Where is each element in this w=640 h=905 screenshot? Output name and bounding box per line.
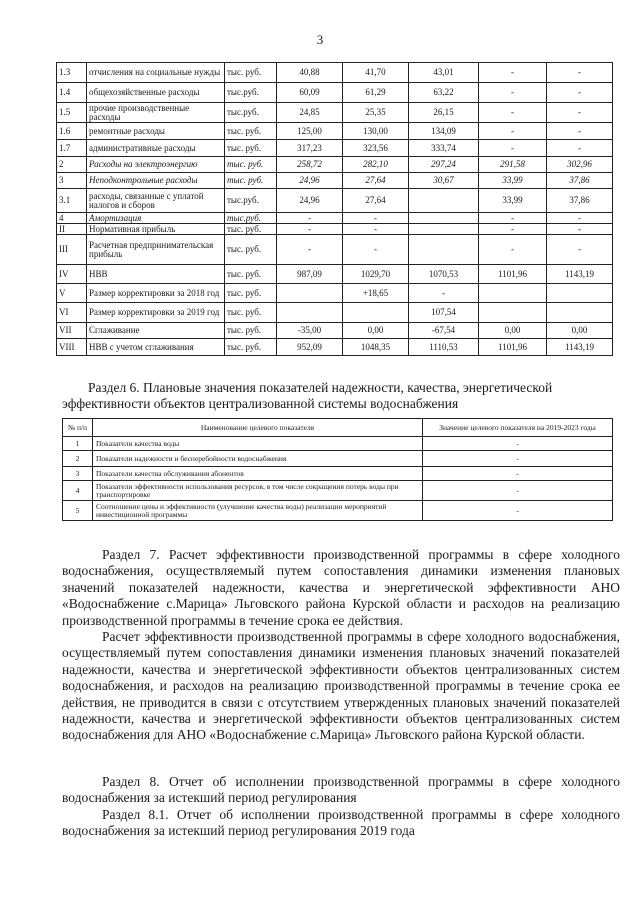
page-number: 3 [316,32,324,47]
indicator-value: - [423,501,613,521]
row-name: НВВ с учетом сглаживания [87,339,225,356]
row-number: 2 [57,157,87,173]
value-2018: 130,00 [343,123,409,140]
row-unit: тыс. руб. [225,303,277,323]
indicator-name: Показатели эффективности использования ресурсов, в том числе сокращения потерь воды при транспортировке [93,481,423,501]
value-2017: 24,96 [277,189,343,213]
section7-paragraph-2: Расчет эффективности производственной программы в сфере холодного водоснабжения, осуществляемый путем сопоставления динамики изменения плановых значений показателей надежности, качества и энергетической эффективности объектов централизованных систем водоснабжения, и расходов на реализацию производственной программы в течение срока ее действия, не приводится в связи с отсутствием утвержденных плановых значений показателей надежности, качества и энергетической эффективности объектов централизованных систем водоснабжения для АНО «Водоснабжение с.Марица» Льговского района Курской области. [62,629,620,743]
value-2017: 24,85 [277,103,343,123]
row-number: 1.4 [57,83,87,103]
value-2019 [409,235,479,265]
value-2020: 1101,96 [479,265,547,284]
indicator-row [63,481,613,501]
value-2017: -35,00 [277,323,343,339]
value-2019: 63,22 [409,83,479,103]
value-2019: 134,09 [409,123,479,140]
row-unit: тыс. руб. [225,140,277,157]
value-2017: - [277,224,343,235]
value-2021: 1143,19 [547,265,613,284]
row-number: 3 [57,173,87,189]
cost-row [57,157,613,173]
value-2019: -67,54 [409,323,479,339]
cost-row [57,83,613,103]
indicator-name: Показатели качества воды [93,437,423,451]
row-unit: тыс. руб. [225,339,277,356]
value-2020: - [479,83,547,103]
cost-row [57,339,613,356]
value-2019 [409,224,479,235]
value-2019: 1070,53 [409,265,479,284]
header-name: Наименование целевого показателя [93,419,423,437]
value-2020: - [479,63,547,83]
indicator-value: - [423,467,613,481]
value-2017: 40,88 [277,63,343,83]
cost-row [57,63,613,83]
value-2021: - [547,140,613,157]
value-2020: - [479,140,547,157]
cost-row [57,189,613,213]
value-2018: 27,64 [343,173,409,189]
value-2019: - [409,284,479,303]
value-2018: - [343,224,409,235]
indicator-num: 5 [63,501,93,521]
row-name: Амортизация [87,213,225,224]
row-name: ремонтные расходы [87,123,225,140]
indicator-num: 2 [63,451,93,467]
indicator-name: Показатели надежности и бесперебойности водоснабжения [93,451,423,467]
value-2021: - [547,235,613,265]
value-2021: - [547,63,613,83]
value-2018: 25,35 [343,103,409,123]
value-2020: 291,58 [479,157,547,173]
section6-title-cont: эффективности объектов централизованной системы водоснабжения [62,396,459,411]
value-2018: 0,00 [343,323,409,339]
value-2020 [479,284,547,303]
row-unit: тыс.руб. [225,103,277,123]
indicator-table [62,418,613,521]
value-2021: - [547,224,613,235]
value-2017: 258,72 [277,157,343,173]
indicator-num: 3 [63,467,93,481]
row-name: административные расходы [87,140,225,157]
value-2018: 61,29 [343,83,409,103]
row-unit: тыс. руб. [225,323,277,339]
value-2021: - [547,83,613,103]
value-2021: - [547,213,613,224]
value-2019: 30,67 [409,173,479,189]
value-2019: 107,54 [409,303,479,323]
value-2020: 33,99 [479,189,547,213]
row-name: Расчетная предпринимательская прибыль [87,235,225,265]
value-2017 [277,284,343,303]
row-number: VI [57,303,87,323]
value-2018: 282,10 [343,157,409,173]
value-2019: 26,15 [409,103,479,123]
value-2019 [409,213,479,224]
value-2020 [479,303,547,323]
value-2019: 43,01 [409,63,479,83]
value-2021: 1143,19 [547,339,613,356]
value-2018 [343,303,409,323]
cost-row [57,173,613,189]
section7-paragraph-1: Раздел 7. Расчет эффективности производственной программы в сфере холодного водоснабжения, осуществляемый путем сопоставления динамики изменения плановых значений показателей надежности, качества и энергетической эффективности АНО «Водоснабжение с.Марица» Льговского района Курской области и расходов на реализацию производственной программы в течение срока ее действия. [62,547,620,628]
cost-row [57,235,613,265]
value-2021: 302,96 [547,157,613,173]
cost-row [57,213,613,224]
cost-row [57,123,613,140]
value-2021 [547,303,613,323]
row-number: VII [57,323,87,339]
value-2018: +18,65 [343,284,409,303]
value-2021: 37,86 [547,173,613,189]
value-2018: 1048,35 [343,339,409,356]
row-name: прочие производственные расходы [87,103,225,123]
value-2017: 125,00 [277,123,343,140]
row-number: 1.3 [57,63,87,83]
value-2019 [409,189,479,213]
value-2017 [277,303,343,323]
row-name: Расходы на электроэнергию [87,157,225,173]
value-2019: 1110,53 [409,339,479,356]
row-number: 1.7 [57,140,87,157]
indicator-row [63,437,613,451]
value-2017: 317,23 [277,140,343,157]
row-number: 3.1 [57,189,87,213]
header-num: № п/п [63,419,93,437]
value-2021: 0,00 [547,323,613,339]
row-name: Размер корректировки за 2019 год [87,303,225,323]
row-number: IV [57,265,87,284]
row-unit: тыс. руб. [225,224,277,235]
section8-paragraph-2: Раздел 8.1. Отчет об исполнении производственной программы в сфере холодного водоснабжения за истекший период регулирования 2019 года [62,806,620,839]
cost-row [57,323,613,339]
indicator-value: - [423,451,613,467]
row-unit: тыс. руб. [225,265,277,284]
indicator-row [63,501,613,521]
indicator-value: - [423,437,613,451]
row-name: НВВ [87,265,225,284]
value-2017: 60,09 [277,83,343,103]
value-2019: 333,74 [409,140,479,157]
value-2018: 323,56 [343,140,409,157]
row-unit: тыс.руб. [225,213,277,224]
indicator-value: - [423,481,613,501]
row-name: расходы, связанные с уплатой налогов и сборов [87,189,225,213]
header-value: Значение целевого показателя на 2019-2023 годы [423,419,613,437]
value-2021: - [547,103,613,123]
cost-row [57,284,613,303]
row-name: Размер корректировки за 2018 год [87,284,225,303]
row-unit: тыс. руб. [225,63,277,83]
cost-row [57,140,613,157]
row-number: III [57,235,87,265]
row-number: V [57,284,87,303]
value-2021: 37,86 [547,189,613,213]
value-2018: 41,70 [343,63,409,83]
value-2020: 1101,96 [479,339,547,356]
row-name: Нормативная прибыль [87,224,225,235]
cost-table [56,62,613,356]
value-2020: - [479,224,547,235]
row-unit: тыс. руб. [225,173,277,189]
value-2018: 1029,70 [343,265,409,284]
cost-row [57,303,613,323]
row-unit: тыс. руб. [225,284,277,303]
row-name: общехозяйственные расходы [87,83,225,103]
indicator-row [63,467,613,481]
value-2020: 33,99 [479,173,547,189]
row-number: 4 [57,213,87,224]
value-2018: - [343,213,409,224]
indicator-name: Соотношение цены и эффективности (улучшение качества воды) реализации мероприятий инвестиционной программы [93,501,423,521]
row-name: Сглаживание [87,323,225,339]
value-2018: 27,64 [343,189,409,213]
value-2021: - [547,123,613,140]
row-unit: тыс. руб. [225,123,277,140]
indicator-row [63,451,613,467]
section6-title: Раздел 6. Плановые значения показателей надежности, качества, энергетической [88,380,553,395]
section8 [62,774,620,840]
cost-row [57,103,613,123]
indicator-num: 1 [63,437,93,451]
section7 [62,547,620,744]
value-2017: - [277,235,343,265]
value-2019: 297,24 [409,157,479,173]
value-2020: - [479,213,547,224]
value-2017: - [277,213,343,224]
row-name: отчисления на социальные нужды [87,63,225,83]
row-unit: тыс. руб. [225,235,277,265]
value-2018: - [343,235,409,265]
value-2017: 987,09 [277,265,343,284]
value-2021 [547,284,613,303]
value-2017: 952,09 [277,339,343,356]
cost-row [57,265,613,284]
row-unit: тыс.руб. [225,189,277,213]
row-unit: тыс.руб. [225,83,277,103]
row-number: VIII [57,339,87,356]
indicator-num: 4 [63,481,93,501]
row-name: Неподконтрольные расходы [87,173,225,189]
cost-row [57,224,613,235]
indicator-name: Показатели качества обслуживания абонентов [93,467,423,481]
section8-paragraph-1: Раздел 8. Отчет об исполнении производственной программы в сфере холодного водоснабжения за истекший период регулирования [62,774,620,806]
row-number: 1.5 [57,103,87,123]
value-2020: - [479,235,547,265]
value-2017: 24,96 [277,173,343,189]
row-number: II [57,224,87,235]
row-number: 1.6 [57,123,87,140]
value-2020: 0,00 [479,323,547,339]
row-unit: тыс. руб. [225,157,277,173]
indicator-table-header [63,419,613,437]
value-2020: - [479,123,547,140]
value-2020: - [479,103,547,123]
